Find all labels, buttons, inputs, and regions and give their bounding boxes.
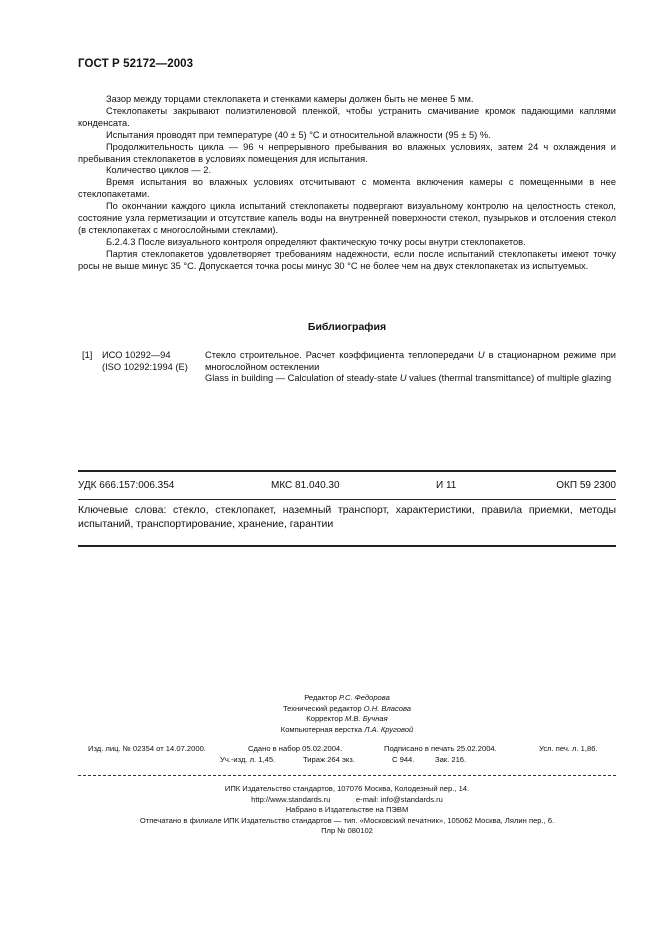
bibliography-entry-description — [205, 350, 616, 385]
website-link[interactable]: http://www.standards.ru — [251, 794, 331, 804]
description-en: Glass in building — Calculation of steady-state U values (thermal transmittance) of multiple glazing — [205, 373, 612, 384]
publication-sheets: Уч.-изд. л. 1,45. — [220, 755, 276, 764]
order-number: Зак. 216. — [435, 755, 467, 764]
paragraph: Б.2.4.3 После визуального контроля определяют фактическую точку росы внутри стеклопакетов. — [106, 236, 526, 247]
editor-line: Технический редактор О.Н. Власова — [282, 703, 412, 713]
okp-code: ОКП 59 2300 — [556, 480, 616, 491]
paragraph: Количество циклов — 2. — [106, 165, 212, 176]
code-line: (ISO 10292:1994 (E) — [102, 361, 188, 372]
description-ru: Стекло строительное. Расчет коэффициента теплопередачи U в стационарном режиме при многослойном остеклении — [205, 350, 616, 372]
plr-number: Плр № 080102 — [321, 826, 373, 835]
printed-at: Отпечатано в филиале ИПК Издательство стандартов — тип. «Московский печатник», 105062 Москва, Лялин пер., 6. — [139, 815, 555, 825]
publisher-address: ИПК Издательство стандартов, 107076 Москва, Колодезный пер., 14. — [224, 784, 470, 793]
licence: Изд. лиц. № 02354 от 14.07.2000. — [88, 744, 206, 753]
sent-to-set: Сдано в набор 05.02.2004. — [248, 744, 343, 753]
editorial-staff — [78, 693, 616, 735]
typeset-note: Набрано в Издательстве на ПЭВМ — [285, 805, 409, 814]
divider — [78, 499, 616, 500]
bibliography-title: Библиография — [307, 321, 387, 333]
paragraph: Партия стеклопакетов удовлетворяет требованиям надежности, если после испытаний стеклопакеты имеют точку росы не выше минус 35 °С. Допускается точка росы минус 30 °С не более чем на двух стеклопакетах из испытуемых. — [78, 248, 616, 271]
divider — [78, 470, 616, 472]
index-code: И 11 — [436, 480, 457, 491]
paragraph: Зазор между торцами стеклопакета и стенками камеры должен быть не менее 5 мм. — [106, 94, 474, 104]
divider — [78, 545, 616, 547]
bibliography-entry-number: [1] — [82, 350, 93, 360]
bibliography-entry-code — [102, 350, 212, 373]
classification-row — [78, 480, 616, 494]
paragraph: Стеклопакеты закрывают полиэтиленовой пленкой, чтобы устранить смачивание кромок падающими каплями конденсата. — [78, 105, 616, 128]
signed-to-print: Подписано в печать 25.02.2004. — [384, 744, 497, 753]
paragraph: Время испытания во влажных условиях отсчитывают с момента включения камеры с помещенными в нее стеклопакетами. — [78, 177, 616, 200]
paragraph: Испытания проводят при температуре (40 ± 5) °С и относительной влажности (95 ± 5) %. — [106, 129, 491, 140]
print-run: Тираж 264 экз. — [303, 755, 355, 764]
editor-line: Корректор М.В. Бучная — [306, 714, 388, 723]
divider — [78, 775, 616, 776]
editor-line: Редактор Р.С. Федорова — [304, 693, 390, 702]
body-text — [78, 94, 616, 273]
udk-code: УДК 666.157:006.354 — [78, 480, 175, 491]
document-code: ГОСТ Р 52172—2003 — [78, 58, 194, 70]
paragraph: По окончании каждого цикла испытаний стеклопакеты подвергают визуальному контролю на целостность стекол, состояние узла герметизации и отсутствие капель воды на внутренней поверхности стекол, пузырьков и отслоения стекол (в стеклопакетах с многослойными стеклами). — [78, 201, 616, 235]
contacts — [78, 795, 616, 806]
editor-line: Компьютерная верстка Л.А. Круговой — [280, 724, 414, 734]
mks-code: МКС 81.040.30 — [271, 480, 340, 491]
code-line: ИСО 10292—94 — [102, 350, 171, 360]
keywords: Ключевые слова: стекло, стеклопакет, наземный транспорт, характеристики, правила приемки, методы испытаний, транспортирование, хранение, гарантии — [78, 504, 616, 530]
c-number: С 944. — [392, 755, 415, 764]
email-link[interactable]: e-mail: info@standards.ru — [355, 794, 443, 804]
publisher-info — [78, 784, 616, 837]
paragraph: Продолжительность цикла — 96 ч непрерывного пребывания во влажных условиях, затем 24 ч охлаждения и пребывания стеклопакетов в условиях помещения для испытания. — [78, 141, 616, 164]
print-sheets: Усл. печ. л. 1,86. — [539, 744, 598, 753]
